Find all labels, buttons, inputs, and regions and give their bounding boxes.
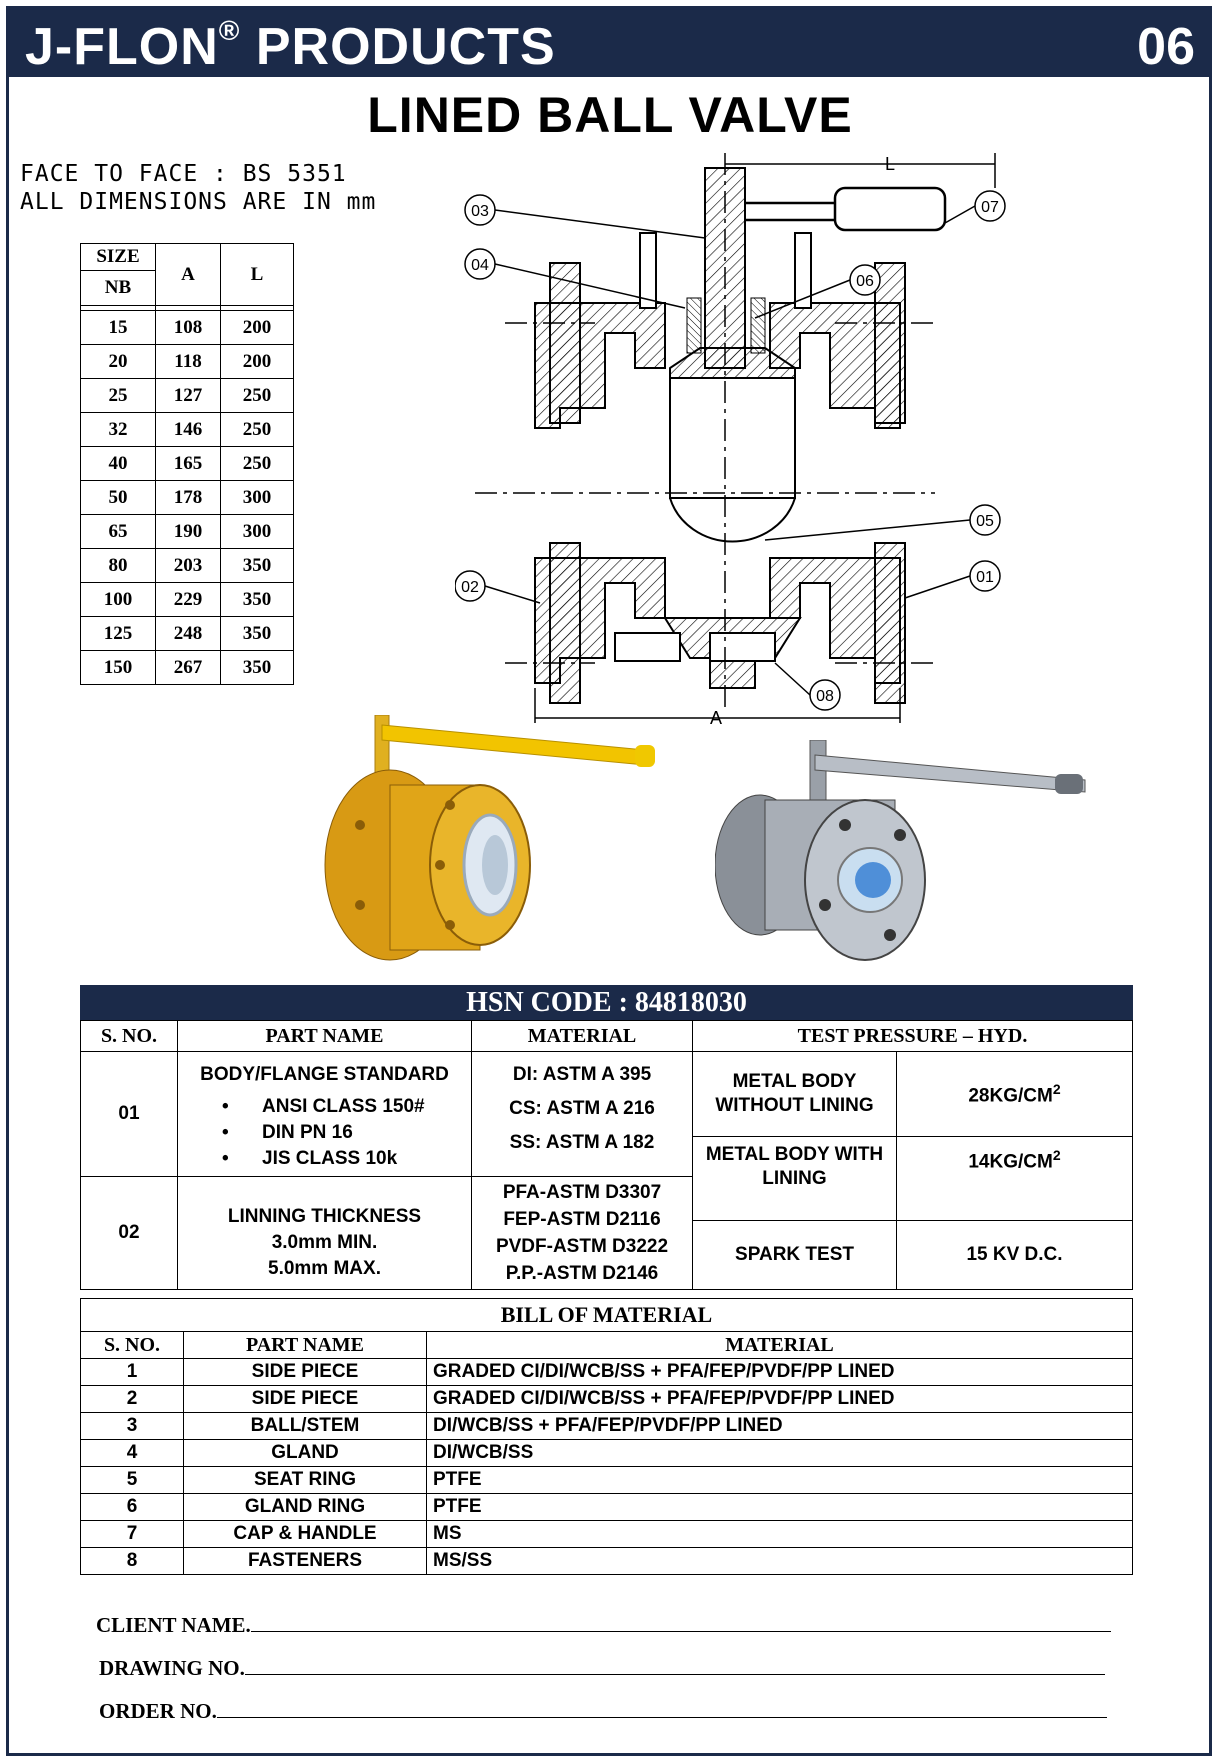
size-l-cell: 350 [221,617,294,651]
material-cs: CS: ASTM A 216 [509,1098,655,1119]
order-no-field[interactable] [99,1699,1107,1724]
callout-06: 06 [856,273,874,290]
size-nb-cell: 125 [81,617,156,651]
bom-material-cell: PTFE [427,1494,1133,1521]
size-row [81,617,294,651]
bom-sno-cell: 5 [81,1467,184,1494]
l-header: L [221,244,294,306]
size-row [81,651,294,685]
test-label-1 [693,1052,897,1137]
test-2-line-1: METAL BODY WITH [705,1144,884,1165]
bom-sno-cell: 7 [81,1521,184,1548]
bom-material-cell: PTFE [427,1467,1133,1494]
bom-material-cell: MS [427,1521,1133,1548]
test-value-1 [897,1052,1133,1137]
bom-row [81,1467,1133,1494]
std-din: • DIN PN 16 [222,1122,467,1144]
a-header: A [156,244,221,306]
size-row [81,311,294,345]
spec-row1-part [178,1052,472,1177]
spec-row2-material [472,1177,693,1290]
bom-row [81,1413,1133,1440]
size-l-cell: 250 [221,379,294,413]
size-nb-cell: 25 [81,379,156,413]
bom-caption: BILL OF MATERIAL [81,1299,1133,1332]
size-a-cell: 146 [156,413,221,447]
drawing-no-line[interactable] [245,1656,1105,1675]
spec-header-material: MATERIAL [472,1021,693,1052]
spec-row2-sno: 02 [81,1177,178,1290]
yellow-valve-photo [300,715,660,975]
size-row [81,549,294,583]
bom-row [81,1548,1133,1575]
lining-fep: FEP-ASTM D2116 [503,1209,661,1230]
size-l-cell: 350 [221,549,294,583]
test-1-sup: 2 [1052,1080,1061,1097]
size-a-cell: 127 [156,379,221,413]
page-number: 06 [1137,18,1195,76]
size-row [81,481,294,515]
size-l-cell: 350 [221,651,294,685]
note-face: FACE TO FACE : BS 5351 [20,161,347,187]
callout-04: 04 [471,257,489,274]
notes [20,160,376,216]
size-table [80,243,294,685]
size-a-cell: 178 [156,481,221,515]
callout-05: 05 [976,513,994,530]
test-1-line-1: METAL BODY [732,1071,857,1092]
bom-sno-cell: 8 [81,1548,184,1575]
size-a-cell: 203 [156,549,221,583]
bom-sno-cell: 6 [81,1494,184,1521]
dim-a-label: A [710,708,723,728]
bom-row [81,1521,1133,1548]
size-l-cell: 250 [221,413,294,447]
bom-sno-cell: 3 [81,1413,184,1440]
valve-section-drawing [455,148,1015,728]
spec-row1-sno: 01 [81,1052,178,1177]
size-row [81,345,294,379]
size-nb-cell: 20 [81,345,156,379]
size-l-cell: 300 [221,515,294,549]
callout-02: 02 [461,579,479,596]
std-jis: • JIS CLASS 10k [222,1148,467,1170]
material-ss: SS: ASTM A 182 [509,1132,655,1153]
size-a-cell: 190 [156,515,221,549]
spec-row2-part [178,1177,472,1290]
part-body-flange: BODY/FLANGE STANDARD [200,1064,449,1085]
bill-of-material-table [80,1298,1133,1575]
bom-row [81,1359,1133,1386]
dim-l-label: L [885,154,896,174]
bom-part-cell: SEAT RING [184,1467,427,1494]
std-ansi: • ANSI CLASS 150# [222,1096,467,1118]
order-no-label: ORDER NO. [99,1699,217,1723]
test-2-line-2: LINING [762,1168,827,1189]
test-label-3: SPARK TEST [693,1221,897,1290]
bom-part-cell: BALL/STEM [184,1413,427,1440]
size-l-cell: 200 [221,311,294,345]
spec-row1-material [472,1052,693,1177]
spec-header-sno: S. NO. [81,1021,178,1052]
lining-pvdf: PVDF-ASTM D3222 [495,1236,669,1257]
size-nb-cell: 40 [81,447,156,481]
size-l-cell: 300 [221,481,294,515]
bom-material-cell: DI/WCB/SS [427,1440,1133,1467]
bom-header-material: MATERIAL [427,1332,1133,1359]
bom-part-cell: GLAND RING [184,1494,427,1521]
size-a-cell: 108 [156,311,221,345]
hsn-code-bar: HSN CODE : 84818030 [80,985,1133,1021]
size-row [81,413,294,447]
bom-part-cell: SIDE PIECE [184,1359,427,1386]
drawing-no-label: DRAWING NO. [99,1656,245,1680]
size-l-cell: 250 [221,447,294,481]
size-nb-cell: 150 [81,651,156,685]
bom-material-cell: GRADED CI/DI/WCB/SS + PFA/FEP/PVDF/PP LINED [427,1359,1133,1386]
bom-part-cell: CAP & HANDLE [184,1521,427,1548]
client-name-field[interactable] [96,1613,1111,1638]
spec-table [80,1020,1133,1290]
size-nb-cell: 50 [81,481,156,515]
size-row [81,515,294,549]
note-dims: ALL DIMENSIONS ARE IN mm [20,189,377,215]
test-2-sup: 2 [1052,1147,1061,1163]
size-header: SIZE [81,244,156,271]
test-value-2 [897,1137,1133,1221]
lining-line-3: 5.0mm MAX. [268,1258,381,1279]
spec-header-test: TEST PRESSURE – HYD. [693,1021,1133,1052]
bom-part-cell: SIDE PIECE [184,1386,427,1413]
spec-header-part: PART NAME [178,1021,472,1052]
size-row [81,447,294,481]
size-nb-cell: 100 [81,583,156,617]
callout-08: 08 [816,688,834,705]
bom-body [81,1359,1133,1575]
steel-valve-photo [715,740,1095,980]
drawing-no-field[interactable] [99,1656,1105,1681]
header-bar [9,9,1209,77]
standards-list [182,1096,467,1170]
callout-07: 07 [981,199,999,216]
order-no-line[interactable] [217,1699,1107,1718]
size-nb-cell: 65 [81,515,156,549]
bom-sno-cell: 4 [81,1440,184,1467]
bom-row [81,1440,1133,1467]
lining-line-1: LINNING THICKNESS [227,1206,422,1227]
nb-header: NB [81,271,156,306]
bom-sno-cell: 2 [81,1386,184,1413]
size-nb-cell: 15 [81,311,156,345]
callout-01: 01 [976,569,994,586]
size-a-cell: 229 [156,583,221,617]
material-di: DI: ASTM A 395 [512,1064,652,1085]
size-a-cell: 165 [156,447,221,481]
lining-pfa: PFA-ASTM D3307 [502,1182,662,1203]
size-nb-cell: 32 [81,413,156,447]
size-row [81,583,294,617]
client-name-line[interactable] [251,1613,1111,1632]
size-l-cell: 350 [221,583,294,617]
test-2-value: 14KG/CM [968,1151,1053,1173]
size-a-cell: 267 [156,651,221,685]
client-name-label: CLIENT NAME. [96,1613,251,1637]
bom-row [81,1386,1133,1413]
size-a-cell: 248 [156,617,221,651]
bom-header-sno: S. NO. [81,1332,184,1359]
lining-pp: P.P.-ASTM D2146 [505,1263,659,1284]
bom-part-cell: GLAND [184,1440,427,1467]
bom-row [81,1494,1133,1521]
brand-title: J-FLON® PRODUCTS [25,15,556,76]
page-title: LINED BALL VALVE [367,87,853,143]
lining-line-2: 3.0mm MIN. [271,1232,378,1253]
size-a-cell: 118 [156,345,221,379]
size-nb-cell: 80 [81,549,156,583]
test-1-line-2: WITHOUT LINING [715,1095,874,1116]
bom-header-part: PART NAME [184,1332,427,1359]
size-row [81,379,294,413]
size-l-cell: 200 [221,345,294,379]
bom-sno-cell: 1 [81,1359,184,1386]
bom-material-cell: MS/SS [427,1548,1133,1575]
test-label-2 [693,1137,897,1221]
bom-material-cell: DI/WCB/SS + PFA/FEP/PVDF/PP LINED [427,1413,1133,1440]
test-1-value: 28KG/CM [968,1085,1053,1107]
callout-03: 03 [471,203,489,220]
size-table-body [81,311,294,685]
bom-material-cell: GRADED CI/DI/WCB/SS + PFA/FEP/PVDF/PP LINED [427,1386,1133,1413]
bom-part-cell: FASTENERS [184,1548,427,1575]
test-value-3: 15 KV D.C. [897,1221,1133,1290]
